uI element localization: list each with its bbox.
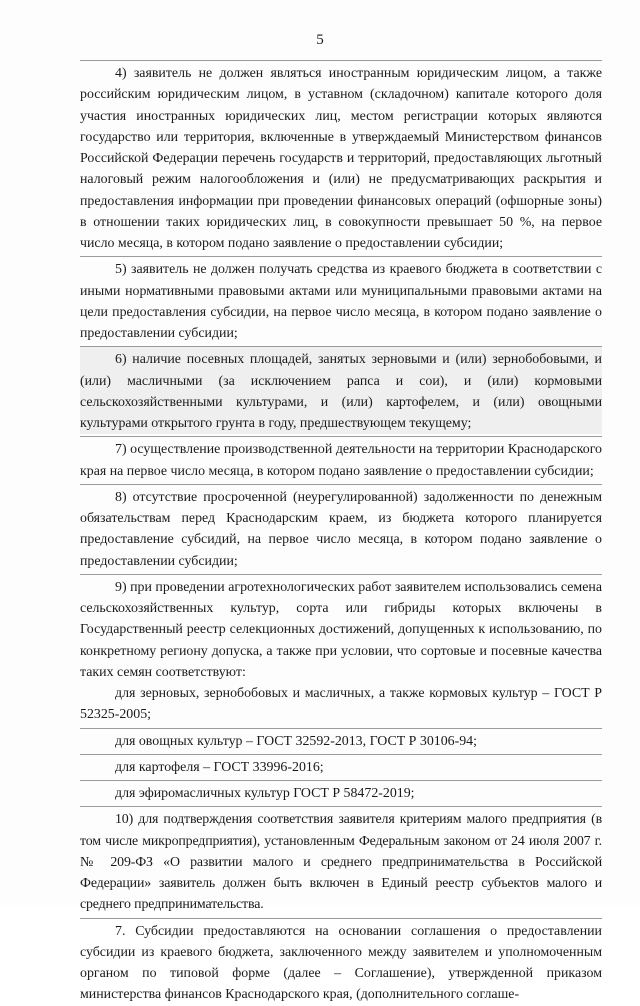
paragraph-item-4: 4) заявитель не должен являться иностранным юридическим лицом, а также российским юридическим лицом, в уставном (складочном) капитале которого доля участия иностранных юридических лиц, местом регистрации которых являются государство или территория, включенные в утверждаемый Министерством финансов Российской Федерации перечень государств и территорий, предоставляющих льготный налоговый режим налогообложения и (или) не предусматривающих раскрытия и предоставления информации при проведении финансовых операций (офшорные зоны) в отношении таких юридических лиц, в совокупности превышает 50 %, на первое число месяца, в котором подано заявление о предоставлении субсидии; xyxy=(80,60,602,254)
paragraph-gost-essential-oil: для эфиромасличных культур ГОСТ Р 58472-2019; xyxy=(80,780,602,804)
paragraph-item-7: 7) осуществление производственной деятельности на территории Краснодарского края на первое число месяца, в котором подано заявление о предоставлении субсидии; xyxy=(80,436,602,482)
paragraph-gost-vegetables: для овощных культур – ГОСТ 32592-2013, ГОСТ Р 30106-94; xyxy=(80,728,602,752)
paragraph-item-5: 5) заявитель не должен получать средства из краевого бюджета в соответствии с иными нормативными правовыми актами или муниципальными правовыми актами на цели предоставления субсидии, на первое число месяца, в котором подано заявление о предоставлении субсидии; xyxy=(80,256,602,344)
paragraph-item-9: 9) при проведении агротехнологических работ заявителем использовались семена сельскохозяйственных культур, сорта или гибриды которых включены в Государственный реестр селекционных достижений, допущенных к использованию, по конкретному региону допуска, а также при условии, что сортовые и посевные качества таких семян соответствуют: xyxy=(80,574,602,683)
paragraph-item-10: 10) для подтверждения соответствия заявителя критериям малого предприятия (в том числе микропредприятия), установленным Федеральным законом от 24 июля 2007 г. № 209-ФЗ «О развитии малого и среднего предпринимательства в Российской Федерации» заявитель должен быть включен в Единый реестр субъектов малого и среднего предпринимательства. xyxy=(80,806,602,915)
paragraph-item-8: 8) отсутствие просроченной (неурегулированной) задолженности по денежным обязательствам перед Краснодарским краем, из бюджета которого планируется предоставление субсидий, на первое число месяца, в котором подано заявление о предоставлении субсидии; xyxy=(80,484,602,572)
paragraph-gost-potato: для картофеля – ГОСТ 33996-2016; xyxy=(80,754,602,778)
paragraph-section-7: 7. Субсидии предоставляются на основании соглашения о предоставлении субсидии из краевого бюджета, заключенного между заявителем и уполномоченным органом по типовой форме (далее – Соглашение), утвержденной приказом министерства финансов Краснодарского края, (дополнительного соглаше- xyxy=(80,918,602,1006)
document-body xyxy=(80,58,602,1006)
page-number: 5 xyxy=(316,32,324,48)
paragraph-gost-grain: для зерновых, зернобобовых и масличных, а также кормовых культур – ГОСТ Р 52325-2005; xyxy=(80,686,602,723)
paragraph-item-6: 6) наличие посевных площадей, занятых зерновыми и (или) зернобобовыми, и (или) масличными (за исключением рапса и сои), и (или) кормовыми сельскохозяйственными культурами, и (или) картофелем, и (или) овощными культурами открытого грунта в году, предшествующем текущему; xyxy=(80,346,602,434)
